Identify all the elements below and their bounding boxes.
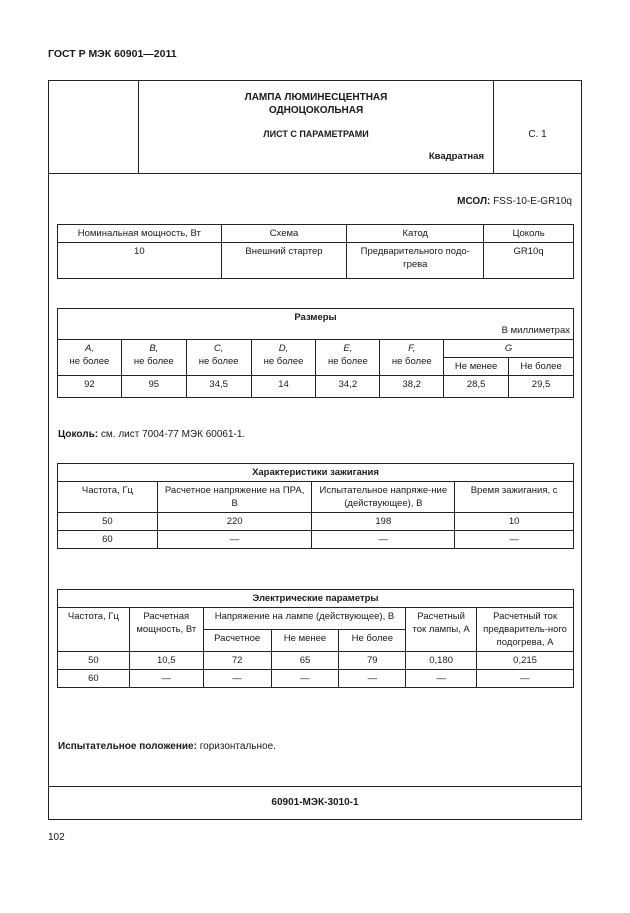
dim-letter: A,	[84, 343, 94, 354]
header-cell	[444, 340, 574, 358]
base-note-text: см. лист 7004-77 МЭК 60061-1.	[98, 429, 246, 440]
header-cell: Цоколь	[484, 225, 574, 243]
header-cell: Испытательное напряже-ние (действующее), В	[312, 482, 455, 513]
table-row	[58, 531, 574, 549]
sheet-header	[49, 81, 581, 174]
dim-limit: не более	[327, 356, 368, 367]
table-cell: 65	[271, 652, 339, 670]
table-cell: 10,5	[129, 652, 203, 670]
header-cell	[251, 340, 316, 376]
msol-label: МСОЛ:	[457, 196, 491, 207]
electrical-title: Электрические параметры	[58, 590, 574, 608]
table-cell: —	[406, 670, 477, 688]
header-cell	[58, 340, 122, 376]
ignition-title: Характеристики зажигания	[58, 464, 574, 482]
table-header-row	[58, 608, 574, 630]
header-cell: Не более	[339, 630, 406, 652]
page-number: 102	[48, 832, 65, 843]
table-cell: —	[477, 670, 574, 688]
header-cell: Номинальная мощность, Вт	[58, 225, 222, 243]
header-cell: Напряжение на лампе (действующее), В	[203, 608, 406, 630]
table-cell: 95	[121, 376, 186, 398]
table-cell: 198	[312, 513, 455, 531]
table-title-row	[58, 590, 574, 608]
table-cell: 28,5	[444, 376, 509, 398]
table-row	[58, 376, 574, 398]
table-row	[58, 513, 574, 531]
header-cell: Расчетное	[203, 630, 271, 652]
dim-limit: не более	[69, 356, 110, 367]
header-cell: Расчетное напряжение на ПРА, В	[157, 482, 312, 513]
table-cell: 0,215	[477, 652, 574, 670]
electrical-table	[57, 589, 574, 688]
test-position-text: горизонтальное.	[196, 741, 276, 752]
header-cell: Расчетный ток предваритель-ного подогрева, А	[477, 608, 574, 652]
table-title-row	[58, 464, 574, 482]
header-cell	[316, 340, 380, 376]
table-cell: —	[271, 670, 339, 688]
table-cell: —	[129, 670, 203, 688]
dim-letter: E,	[343, 343, 353, 354]
header-cell	[380, 340, 444, 376]
header-cell: Катод	[347, 225, 484, 243]
dimensions-units: В миллиметрах	[501, 325, 570, 336]
base-note	[58, 429, 245, 440]
footer-divider	[49, 786, 581, 787]
msol-designation	[457, 196, 572, 207]
sheet-title	[139, 91, 493, 117]
title-line-2: ОДНОЦОКОЛЬНАЯ	[268, 105, 364, 116]
table-header-row	[58, 340, 574, 358]
dim-limit: не более	[133, 356, 174, 367]
table-cell: 60	[58, 670, 130, 688]
header-cell: Время зажигания, с	[455, 482, 574, 513]
test-position-label: Испытательное положение:	[58, 741, 197, 752]
header-cell: Частота, Гц	[58, 608, 130, 652]
title-line-1: ЛАМПА ЛЮМИНЕСЦЕНТНАЯ	[244, 92, 388, 103]
table-row	[58, 243, 574, 279]
table-cell: 0,180	[406, 652, 477, 670]
dim-limit: не более	[391, 356, 432, 367]
header-title-cell	[139, 81, 494, 173]
table-cell: —	[312, 531, 455, 549]
standard-header: ГОСТ Р МЭК 60901—2011	[48, 48, 177, 60]
table-cell: 10	[455, 513, 574, 531]
header-blank-cell	[49, 81, 139, 173]
sheet-code: 60901-МЭК-3010-1	[271, 797, 359, 808]
table-cell: 34,5	[186, 376, 251, 398]
header-sheet-cell	[494, 81, 581, 173]
table-cell: —	[339, 670, 406, 688]
header-cell: Схема	[221, 225, 347, 243]
header-cell: Расчетная мощность, Вт	[129, 608, 203, 652]
header-cell: Частота, Гц	[58, 482, 158, 513]
lamp-shape-label: Квадратная	[428, 151, 484, 162]
dim-letter: D,	[278, 343, 289, 354]
table-header-row	[58, 225, 574, 243]
table-row	[58, 670, 574, 688]
table-cell: Предварительного подо-грева	[347, 243, 484, 279]
test-position-note	[58, 741, 276, 752]
base-note-label: Цоколь:	[58, 429, 99, 440]
header-cell	[121, 340, 186, 376]
table-cell: 92	[58, 376, 122, 398]
dimensions-table	[57, 308, 574, 398]
dim-limit: не более	[263, 356, 304, 367]
msol-value: FSS-10-E-GR10q	[490, 196, 572, 207]
table-cell: 14	[251, 376, 316, 398]
table-row	[58, 652, 574, 670]
header-cell: Расчетный ток лампы, А	[406, 608, 477, 652]
dimensions-title-cell	[58, 309, 574, 340]
table-cell: 38,2	[380, 376, 444, 398]
table-cell: 79	[339, 652, 406, 670]
header-cell	[186, 340, 251, 376]
table-cell: 60	[58, 531, 158, 549]
header-cell: Не менее	[444, 358, 509, 376]
dim-letter: F,	[408, 343, 416, 354]
table-cell: Внешний стартер	[221, 243, 347, 279]
table-header-row	[58, 482, 574, 513]
table-cell: 29,5	[509, 376, 574, 398]
header-cell: Не более	[509, 358, 574, 376]
table-cell: 50	[58, 513, 158, 531]
table-title-row	[58, 309, 574, 340]
table-cell: 34,2	[316, 376, 380, 398]
table-cell: 220	[157, 513, 312, 531]
header-cell: Не менее	[271, 630, 339, 652]
dim-letter: C,	[213, 343, 224, 354]
dim-letter: G	[504, 343, 513, 354]
ignition-table	[57, 463, 574, 549]
table-cell: 10	[58, 243, 222, 279]
table-cell: —	[455, 531, 574, 549]
parameter-sheet-frame	[48, 80, 582, 820]
table-cell: 50	[58, 652, 130, 670]
dim-letter: B,	[149, 343, 159, 354]
table-cell: —	[203, 670, 271, 688]
sheet-number: С. 1	[528, 129, 547, 140]
table-cell: 72	[203, 652, 271, 670]
table-cell: GR10q	[484, 243, 574, 279]
table-cell: —	[157, 531, 312, 549]
main-parameters-table	[57, 224, 574, 279]
dim-limit: не более	[198, 356, 239, 367]
dimensions-title: Размеры	[294, 312, 337, 323]
sheet-subtitle: ЛИСТ С ПАРАМЕТРАМИ	[263, 129, 369, 139]
